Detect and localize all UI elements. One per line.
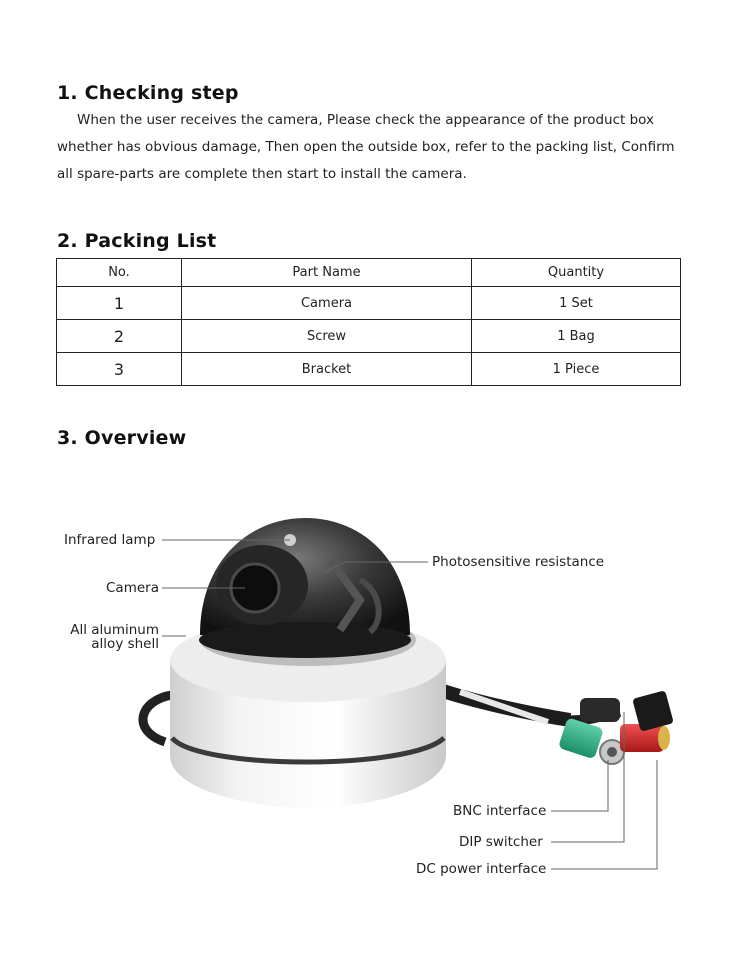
- cell-quantity: 1 Bag: [472, 320, 681, 353]
- section-title-overview: 3. Overview: [57, 427, 187, 449]
- paragraph-line: all spare-parts are complete then start to install the camera.: [57, 166, 467, 182]
- cell-part-name: Camera: [182, 287, 472, 320]
- callout-line: [551, 760, 657, 869]
- column-header-part-name: Part Name: [182, 259, 472, 287]
- callout-line: [551, 760, 608, 811]
- label-line: alloy shell: [91, 636, 159, 652]
- cell-no: 1: [57, 287, 182, 320]
- cell-quantity: 1 Piece: [472, 353, 681, 386]
- label-infrared-lamp: Infrared lamp: [64, 532, 156, 548]
- section-title-packing-list: 2. Packing List: [57, 230, 217, 252]
- cell-no: 2: [57, 320, 182, 353]
- label-camera: Camera: [106, 580, 159, 596]
- cell-part-name: Bracket: [182, 353, 472, 386]
- label-photosensitive-resistance: Photosensitive resistance: [432, 554, 605, 570]
- column-header-no: No.: [57, 259, 182, 287]
- cell-part-name: Screw: [182, 320, 472, 353]
- cell-quantity: 1 Set: [472, 287, 681, 320]
- label-dc-power-interface: DC power interface: [416, 861, 547, 877]
- bnc-connector-icon: [558, 717, 624, 764]
- label-aluminum-shell: [69, 623, 159, 651]
- column-header-quantity: Quantity: [472, 259, 681, 287]
- cell-no: 3: [57, 353, 182, 386]
- label-line: All aluminum: [70, 622, 159, 638]
- label-bnc-interface: BNC interface: [453, 803, 547, 819]
- paragraph-line: whether has obvious damage, Then open the outside box, refer to the packing list, Confirm: [57, 139, 675, 155]
- cable-icon: [143, 695, 172, 742]
- section-title-checking-step: 1. Checking step: [57, 82, 239, 104]
- label-dip-switcher: DIP switcher: [459, 834, 543, 850]
- paragraph-line: When the user receives the camera, Please check the appearance of the product box: [77, 112, 655, 128]
